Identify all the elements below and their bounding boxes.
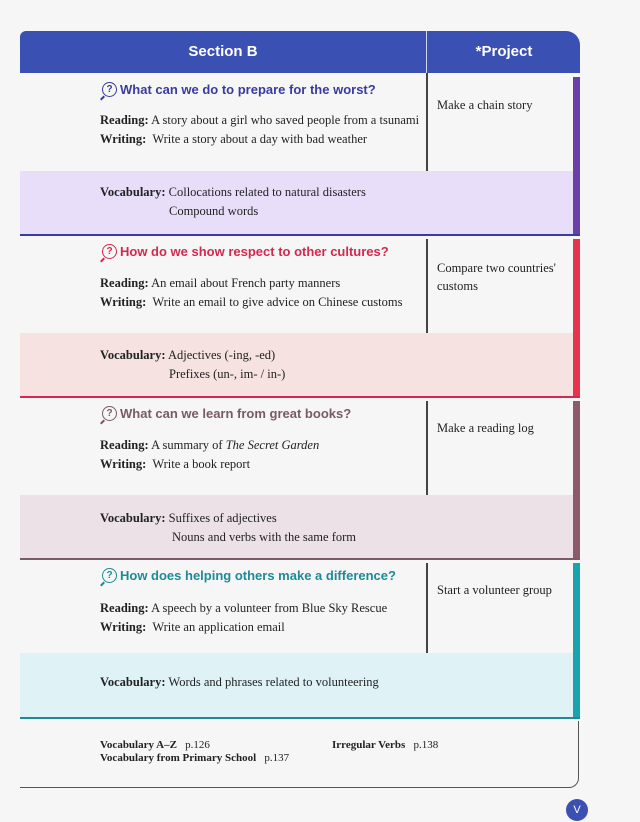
project-heading: *Project [426, 31, 581, 73]
unit-2 [20, 235, 580, 397]
unit-4 [20, 559, 580, 721]
unit-3 [20, 397, 580, 559]
unit-question: ? What can we learn from great books? [102, 406, 351, 421]
accent-bar [573, 77, 580, 235]
vocab-primary-link[interactable]: Vocabulary from Primary School p.137 [100, 752, 290, 764]
project-text: Make a reading log [437, 421, 534, 435]
vocab-az-link[interactable]: Vocabulary A–Z p.126 [100, 739, 210, 751]
vocab-band: Vocabulary: Words and phrases related to volunteering [20, 653, 580, 717]
unit-1 [20, 73, 580, 235]
page-number-badge: V [566, 799, 588, 821]
reading-line: Reading: A summary of The Secret Garden [100, 438, 320, 452]
accent-bar [573, 563, 580, 719]
column-divider [426, 401, 428, 495]
column-divider [426, 563, 428, 653]
accent-bar [573, 239, 580, 397]
question-icon: ? [102, 568, 117, 583]
appendix-footer [20, 721, 580, 791]
question-icon: ? [102, 406, 117, 421]
writing-line: Writing: Write a book report [100, 457, 251, 471]
irregular-verbs-link[interactable]: Irregular Verbs p.138 [332, 739, 439, 751]
vocab-band: Vocabulary: Adjectives (-ing, -ed) Prefixes (un-, im- / in-) [20, 333, 580, 397]
accent-bar [573, 401, 580, 559]
vocab-band: Vocabulary: Suffixes of adjectives Nouns and verbs with the same form [20, 495, 580, 559]
project-text: Make a chain story [437, 98, 533, 112]
writing-line: Writing: Write a story about a day with bad weather [100, 132, 368, 146]
unit-divider [20, 717, 580, 719]
question-icon: ? [102, 244, 117, 259]
writing-line: Writing: Write an email to give advice on Chinese customs [100, 295, 403, 309]
vocab-band: Vocabulary: Collocations related to natural disasters Compound words [20, 171, 580, 235]
column-divider [426, 73, 428, 171]
reading-line: Reading: An email about French party manners [100, 276, 341, 290]
unit-question: ? What can we do to prepare for the worst? [102, 82, 376, 97]
project-text: Compare two countries' customs [437, 261, 556, 293]
project-text: Start a volunteer group [437, 583, 552, 597]
reading-line: Reading: A speech by a volunteer from Blue Sky Rescue [100, 601, 388, 615]
section-b-heading: Section B [188, 43, 258, 60]
contents-table [20, 31, 580, 791]
question-icon: ? [102, 82, 117, 97]
writing-line: Writing: Write an application email [100, 620, 285, 634]
unit-question: ? How does helping others make a difference? [102, 568, 396, 583]
table-header [20, 31, 580, 73]
unit-question: ? How do we show respect to other cultures? [102, 244, 389, 259]
column-divider [426, 239, 428, 333]
reading-line: Reading: A story about a girl who saved people from a tsunami [100, 113, 420, 127]
